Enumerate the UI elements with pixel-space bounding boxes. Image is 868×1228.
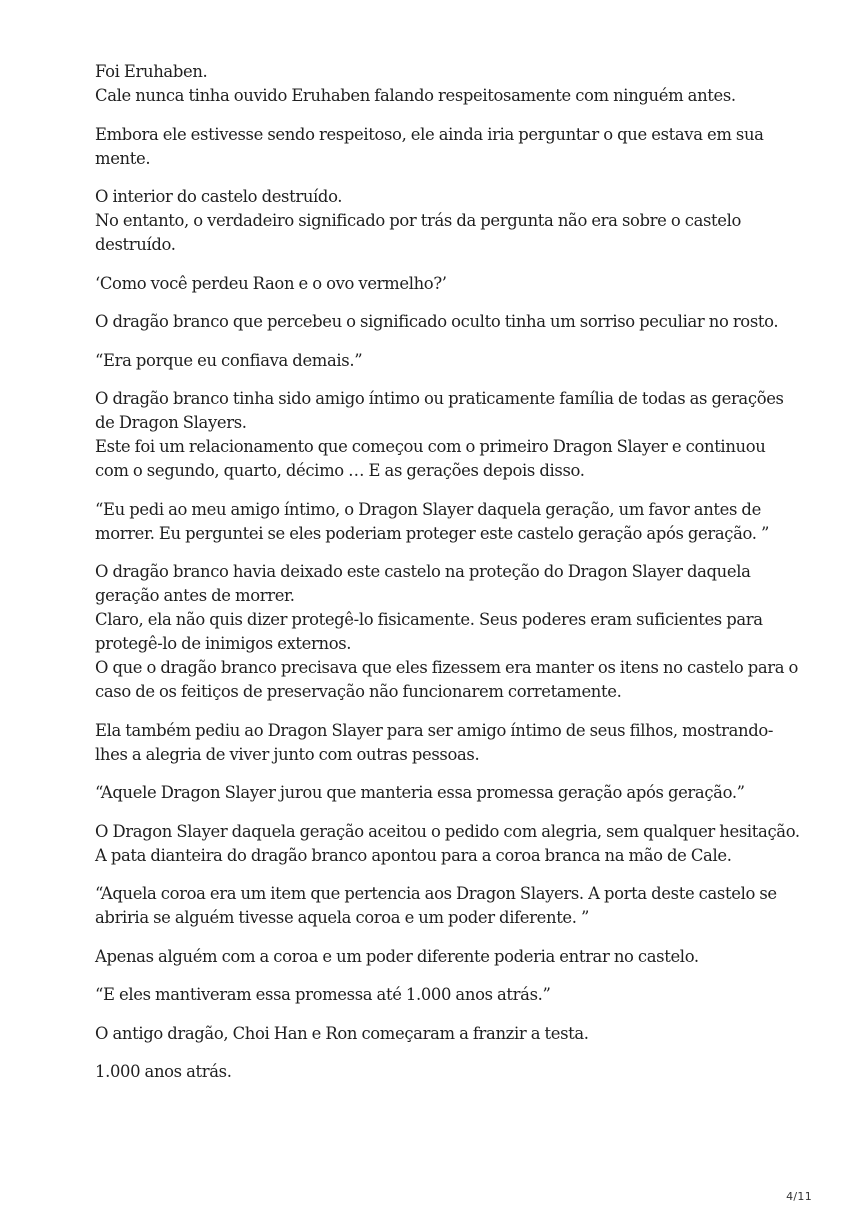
text-line: Apenas alguém com a coroa e um poder diferente poderia entrar no castelo.: [95, 946, 699, 966]
text-line: Foi Eruhaben.: [95, 62, 208, 81]
text-line: com o segundo, quarto, décimo … E as gerações depois disso.: [95, 461, 585, 480]
text-line: protegê-lo de inimigos externos.: [95, 634, 352, 653]
text-line: O dragão branco que percebeu o significado oculto tinha um sorriso peculiar no rosto.: [95, 312, 779, 331]
paragraph-10: [95, 719, 780, 767]
text-line: Cale nunca tinha ouvido Eruhaben falando respeitosamente com ninguém antes.: [95, 86, 736, 105]
paragraph-6: [95, 349, 780, 373]
document-body: [95, 60, 800, 1099]
text-line: No entanto, o verdadeiro significado por trás da pergunta não era sobre o castelo: [95, 211, 742, 230]
paragraph-15: [95, 983, 780, 1007]
paragraph-16: [95, 1022, 780, 1046]
paragraph-13: [95, 882, 780, 930]
text-line: O dragão branco havia deixado este castelo na proteção do Dragon Slayer daquela: [95, 562, 751, 581]
text-line: “Eu pedi ao meu amigo íntimo, o Dragon Slayer daquela geração, um favor antes de: [95, 499, 761, 519]
text-line: caso de os feitiços de preservação não funcionarem corretamente.: [95, 682, 622, 701]
paragraph-11: [95, 781, 780, 805]
text-line: “E eles mantiveram essa promessa até 1.000 anos atrás.”: [95, 985, 551, 1004]
text-line: 1.000 anos atrás.: [95, 1062, 232, 1081]
text-line: O interior do castelo destruído.: [95, 187, 343, 206]
text-line: O dragão branco tinha sido amigo íntimo ou praticamente família de todas as gerações: [95, 389, 784, 408]
text-line: morrer. Eu perguntei se eles poderiam proteger este castelo geração após geração. ”: [95, 523, 770, 543]
paragraph-3: [95, 185, 780, 257]
text-line: O que o dragão branco precisava que eles fizessem era manter os itens no castelo para o: [95, 658, 799, 677]
paragraph-5: [95, 310, 780, 334]
text-line: ‘Como você perdeu Raon e o ovo vermelho?’: [95, 273, 447, 293]
paragraph-1: [95, 60, 780, 108]
text-line: Ela também pediu ao Dragon Slayer para ser amigo íntimo de seus filhos, mostrando-: [95, 720, 774, 740]
paragraph-7: [95, 387, 784, 483]
paragraph-9: [95, 560, 799, 704]
paragraph-14: [95, 945, 780, 969]
paragraph-12: [95, 820, 800, 868]
paragraph-4: [95, 272, 780, 296]
paragraph-17: [95, 1060, 780, 1084]
paragraph-8: [95, 498, 780, 546]
page-number: 4/11: [786, 1190, 812, 1203]
text-line: de Dragon Slayers.: [95, 413, 247, 432]
text-line: “Aquele Dragon Slayer jurou que manteria essa promessa geração após geração.”: [95, 783, 745, 802]
text-line: geração antes de morrer.: [95, 586, 295, 605]
text-line: O Dragon Slayer daquela geração aceitou o pedido com alegria, sem qualquer hesitação.: [95, 821, 800, 841]
text-line: lhes a alegria de viver junto com outras pessoas.: [95, 744, 480, 764]
text-line: A pata dianteira do dragão branco apontou para a coroa branca na mão de Cale.: [95, 845, 732, 865]
text-line: abriria se alguém tivesse aquela coroa e um poder diferente. ”: [95, 908, 590, 927]
text-line: destruído.: [95, 235, 176, 254]
text-line: Embora ele estivesse sendo respeitoso, ele ainda iria perguntar o que estava em sua: [95, 124, 764, 144]
text-line: Este foi um relacionamento que começou com o primeiro Dragon Slayer e continuou: [95, 437, 766, 456]
text-line: “Era porque eu confiava demais.”: [95, 350, 363, 370]
text-line: O antigo dragão, Choi Han e Ron começaram a franzir a testa.: [95, 1023, 589, 1043]
text-line: “Aquela coroa era um item que pertencia aos Dragon Slayers. A porta deste castelo se: [95, 884, 777, 903]
paragraph-2: [95, 123, 780, 171]
text-line: Claro, ela não quis dizer protegê-lo fisicamente. Seus poderes eram suficientes para: [95, 610, 763, 629]
text-line: mente.: [95, 148, 151, 168]
